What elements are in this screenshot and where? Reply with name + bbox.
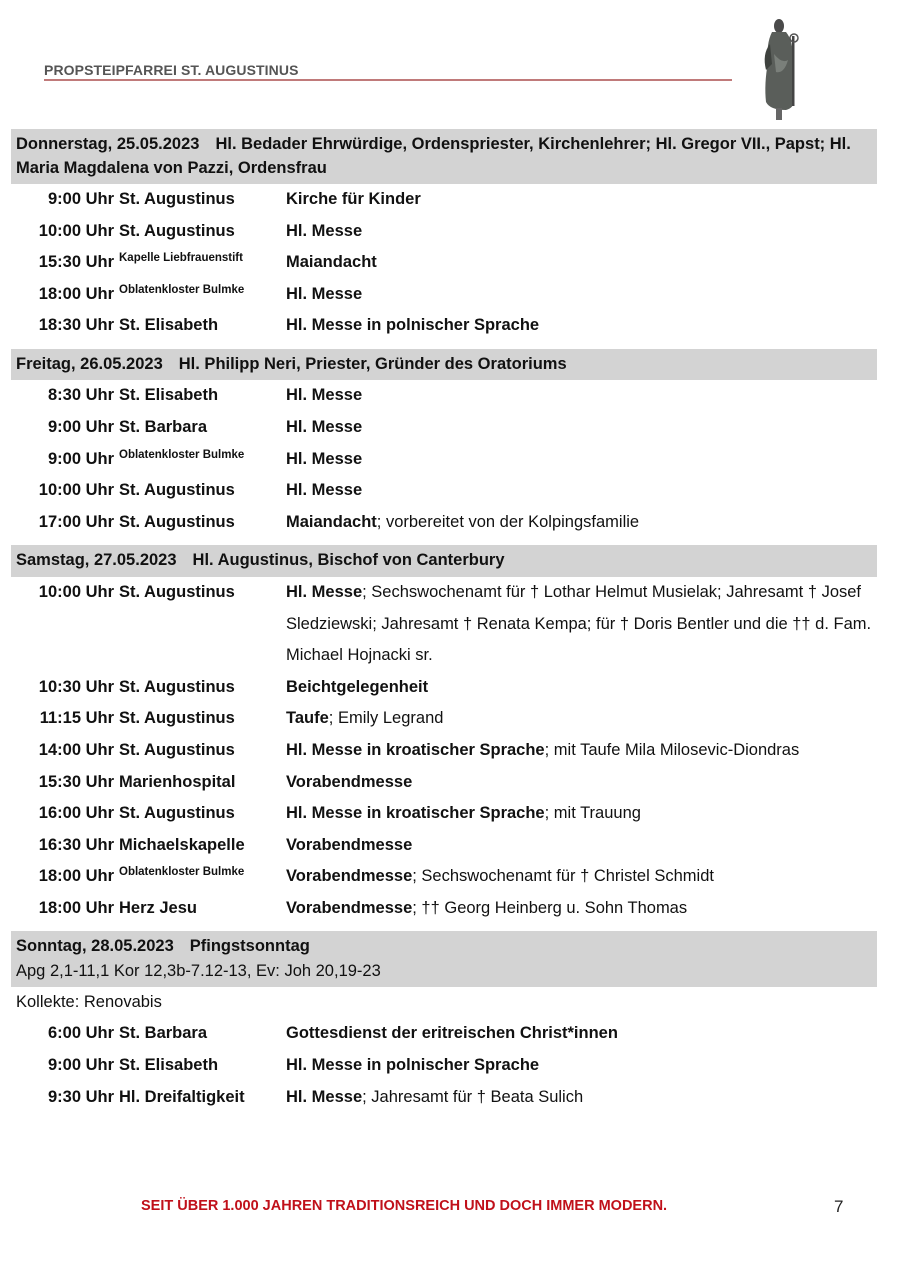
service-place-label: Oblatenkloster Bulmke — [119, 866, 245, 879]
service-row — [11, 672, 877, 704]
service-time: 18:30 Uhr — [38, 316, 114, 335]
service-time: 18:00 Uhr — [38, 867, 114, 886]
service-time: 9:00 Uhr — [47, 190, 114, 208]
service-row — [11, 1082, 877, 1114]
service-description — [286, 1082, 877, 1114]
service-title: Hl. Messe — [286, 386, 363, 405]
service-place-label: St. Augustinus — [119, 582, 235, 601]
service-row — [11, 861, 877, 893]
service-place-label: St. Elisabeth — [119, 316, 219, 335]
service-row — [11, 380, 877, 412]
service-title: Hl. Messe — [286, 1087, 363, 1106]
service-time: 10:00 Uhr — [38, 582, 114, 601]
service-time: 10:00 Uhr — [38, 221, 114, 240]
service-title: Maiandacht — [286, 512, 377, 531]
parish-title: PROPSTEIPFARREI ST. AUGUSTINUS — [44, 62, 299, 78]
service-place-label: St. Augustinus — [119, 709, 235, 728]
service-title: Hl. Messe — [286, 221, 363, 240]
service-description — [286, 475, 877, 507]
service-place-label: St. Elisabeth — [119, 386, 219, 405]
service-title: Maiandacht — [286, 253, 377, 272]
service-note: ; †† Georg Heinberg u. Sohn Thomas — [412, 898, 688, 917]
service-time: 10:00 Uhr — [38, 481, 114, 500]
service-place — [114, 444, 286, 476]
service-place-label: Oblatenkloster Bulmke — [119, 448, 245, 461]
service-description — [286, 735, 877, 767]
day-feast: Hl. Augustinus, Bischof von Canterbury — [192, 551, 505, 570]
service-time: 16:30 Uhr — [38, 835, 114, 854]
service-time: 17:00 Uhr — [38, 512, 114, 531]
service-place — [114, 279, 286, 311]
service-title: Vorabendmesse — [286, 898, 413, 917]
service-row — [11, 184, 877, 216]
service-place — [114, 861, 286, 893]
service-note: ; Jahresamt für † Beata Sulich — [362, 1087, 584, 1106]
service-row — [11, 830, 877, 862]
service-time: 18:00 Uhr — [38, 898, 114, 917]
day-block — [11, 931, 877, 1113]
day-block — [11, 545, 877, 931]
service-description — [286, 1050, 877, 1082]
service-time: 14:00 Uhr — [38, 740, 114, 759]
service-title: Beichtgelegenheit — [286, 677, 429, 696]
service-description — [286, 310, 877, 342]
service-note: ; mit Taufe Mila Milosevic-Diondras — [544, 740, 800, 759]
day-date: Sonntag, 28.05.2023 — [16, 937, 174, 956]
service-note: ; Sechswochenamt für † Lothar Helmut Musielak; Jahresamt † Josef Sledziewski; Jahresamt † Renata Kempa; für † Doris Bentler und die †† d. Fam. Michael Hojnacki sr. — [286, 582, 872, 665]
service-title: Taufe — [286, 709, 329, 728]
service-place-label: Hl. Dreifaltigkeit — [119, 1087, 245, 1106]
service-description — [286, 216, 877, 248]
service-title: Hl. Messe — [286, 284, 363, 303]
service-description — [286, 1018, 877, 1050]
day-feast: Hl. Philipp Neri, Priester, Gründer des Oratoriums — [178, 354, 567, 373]
service-description — [286, 672, 877, 704]
day-readings: Apg 2,1-11,1 Kor 12,3b-7.12-13, Ev: Joh 20,19-23 — [11, 959, 877, 987]
service-description — [286, 507, 877, 539]
service-description — [286, 577, 877, 672]
service-description — [286, 412, 877, 444]
service-place-label: Marienhospital — [119, 772, 236, 791]
service-place — [114, 1018, 286, 1050]
service-place-label: St. Augustinus — [119, 677, 235, 696]
kollekte-note: Kollekte: Renovabis — [16, 992, 162, 1011]
service-place — [114, 893, 286, 925]
service-place-label: St. Augustinus — [119, 512, 235, 531]
service-row — [11, 577, 877, 672]
service-description — [286, 703, 877, 735]
service-description — [286, 380, 877, 412]
service-place — [114, 798, 286, 830]
day-feast: Hl. Bedader Ehrwürdige, Ordenspriester, Kirchenlehrer; Hl. Gregor VII., Papst; Hl. Maria Magdalena von Pazzi, Ordensfrau — [16, 135, 851, 177]
service-row — [11, 767, 877, 799]
service-place — [114, 672, 286, 704]
service-row — [11, 1050, 877, 1082]
service-place — [114, 475, 286, 507]
day-feast: Pfingstsonntag — [189, 937, 310, 956]
header-divider — [44, 79, 732, 81]
service-time: 15:30 Uhr — [38, 772, 114, 791]
service-row — [11, 247, 877, 279]
saint-statue-icon — [752, 14, 818, 122]
service-time: 15:30 Uhr — [38, 253, 114, 272]
service-description — [286, 893, 877, 925]
service-description — [286, 830, 877, 862]
service-row — [11, 279, 877, 311]
service-note: ; mit Trauung — [544, 804, 641, 823]
service-title: Vorabendmesse — [286, 835, 413, 854]
service-row — [11, 444, 877, 476]
service-time: 18:00 Uhr — [38, 284, 114, 303]
service-title: Hl. Messe — [286, 481, 363, 500]
service-description — [286, 444, 877, 476]
service-place-label: St. Barbara — [119, 418, 208, 437]
service-place — [114, 247, 286, 279]
service-time: 8:30 Uhr — [47, 386, 114, 405]
service-place-label: St. Augustinus — [119, 804, 235, 823]
service-description — [286, 184, 877, 216]
service-time: 9:00 Uhr — [47, 418, 114, 437]
day-block — [11, 349, 877, 545]
service-place-label: St. Barbara — [119, 1024, 208, 1043]
service-place — [114, 507, 286, 539]
service-place-label: Herz Jesu — [119, 898, 197, 917]
service-title: Vorabendmesse — [286, 867, 413, 886]
day-date: Freitag, 26.05.2023 — [16, 354, 163, 373]
service-title: Hl. Messe — [286, 418, 363, 437]
service-place — [114, 412, 286, 444]
day-header — [11, 129, 877, 184]
service-row — [11, 1018, 877, 1050]
service-place-label: St. Augustinus — [119, 221, 235, 240]
service-note: ; vorbereitet von der Kolpingsfamilie — [376, 512, 640, 531]
service-title: Kirche für Kinder — [286, 190, 421, 208]
service-description — [286, 247, 877, 279]
service-description — [286, 861, 877, 893]
service-place-label: St. Augustinus — [119, 190, 235, 208]
service-place — [114, 216, 286, 248]
service-time: 9:30 Uhr — [47, 1087, 114, 1106]
day-header — [11, 349, 877, 381]
day-date: Donnerstag, 25.05.2023 — [16, 135, 200, 153]
footer-slogan: SEIT ÜBER 1.000 JAHREN TRADITIONSREICH UND DOCH IMMER MODERN. — [141, 1198, 668, 1214]
service-title: Gottesdienst der eritreischen Christ*innen — [286, 1024, 618, 1043]
day-header — [11, 545, 877, 577]
service-row — [11, 507, 877, 539]
service-time: 6:00 Uhr — [47, 1024, 114, 1043]
service-time: 10:30 Uhr — [38, 677, 114, 696]
day-block — [11, 129, 877, 349]
service-row — [11, 703, 877, 735]
service-title: Hl. Messe in polnischer Sprache — [286, 1056, 540, 1075]
service-place — [114, 380, 286, 412]
service-place-label: Michaelskapelle — [119, 835, 245, 854]
service-row — [11, 893, 877, 925]
service-time: 9:00 Uhr — [47, 1056, 114, 1075]
day-date: Samstag, 27.05.2023 — [16, 551, 177, 570]
service-time: 11:15 Uhr — [39, 709, 114, 728]
service-place-label: St. Augustinus — [119, 740, 235, 759]
service-title: Hl. Messe — [286, 449, 363, 468]
service-row — [11, 798, 877, 830]
service-place-label: Kapelle Liebfrauenstift — [119, 252, 243, 265]
service-place — [114, 184, 286, 216]
service-place — [114, 1082, 286, 1114]
page-number: 7 — [834, 1197, 844, 1216]
service-row — [11, 475, 877, 507]
service-title: Hl. Messe in polnischer Sprache — [286, 316, 540, 335]
service-place-label: St. Elisabeth — [119, 1056, 219, 1075]
service-description — [286, 279, 877, 311]
service-row — [11, 310, 877, 342]
service-note: ; Sechswochenamt für † Christel Schmidt — [412, 867, 714, 886]
service-schedule — [11, 129, 877, 1113]
service-row — [11, 412, 877, 444]
service-time: 16:00 Uhr — [38, 804, 114, 823]
service-note: ; Emily Legrand — [328, 709, 444, 728]
service-title: Hl. Messe in kroatischer Sprache — [286, 740, 545, 759]
service-place — [114, 1050, 286, 1082]
service-place — [114, 735, 286, 767]
service-place — [114, 703, 286, 735]
service-place-label: Oblatenkloster Bulmke — [119, 283, 245, 296]
service-place — [114, 830, 286, 862]
service-title: Vorabendmesse — [286, 772, 413, 791]
service-description — [286, 798, 877, 830]
service-description — [286, 767, 877, 799]
service-row — [11, 735, 877, 767]
service-row — [11, 216, 877, 248]
service-place — [114, 310, 286, 342]
service-place — [114, 767, 286, 799]
service-title: Hl. Messe — [286, 582, 363, 601]
service-place — [114, 577, 286, 672]
service-time: 9:00 Uhr — [47, 449, 114, 468]
service-place-label: St. Augustinus — [119, 481, 235, 500]
service-title: Hl. Messe in kroatischer Sprache — [286, 804, 545, 823]
